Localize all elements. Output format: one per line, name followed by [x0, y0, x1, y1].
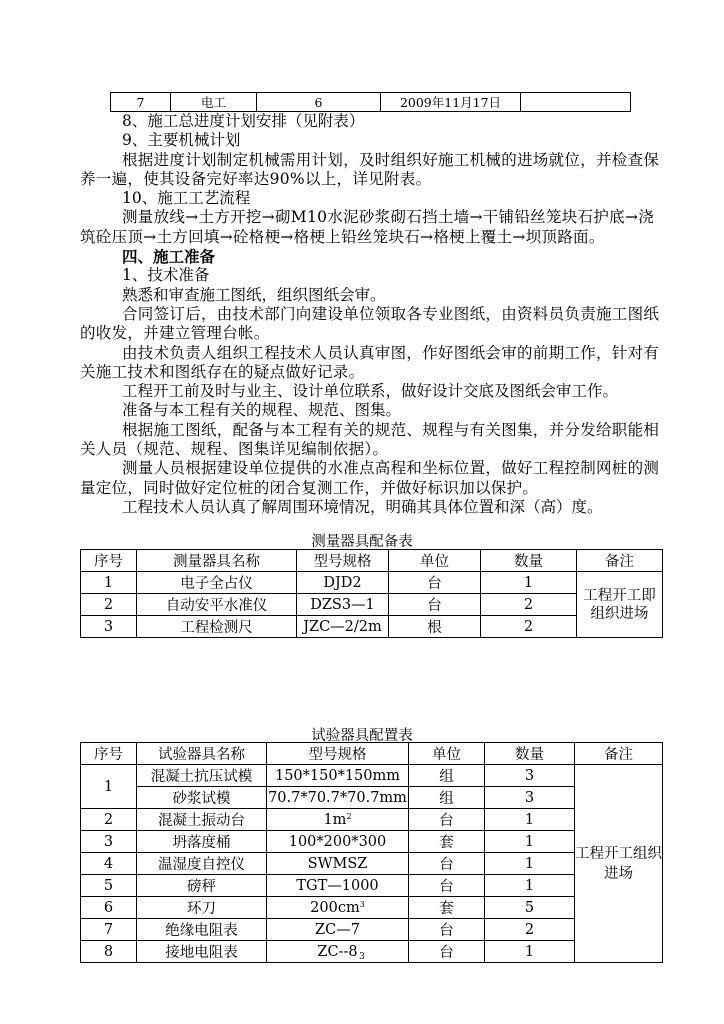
- staff-table-fragment: [110, 92, 631, 112]
- table-cell: JZC—2/2m: [297, 616, 389, 638]
- table-row: [81, 765, 663, 787]
- survey-equipment-table: [80, 549, 663, 638]
- table-cell: 8: [81, 941, 137, 963]
- table-cell: 5: [485, 897, 575, 919]
- header-cell: 测量器具名称: [137, 550, 297, 572]
- paragraph: 测量人员根据建设单位提供的水准点高程和坐标位置，做好工程控制网桩的测量定位，同时做好定位桩的闭合复测工作，并做好标识加以保护。: [80, 459, 660, 497]
- table-cell: 3: [81, 831, 137, 853]
- table-cell: ZC—7: [267, 919, 409, 941]
- unit-superscript: 3: [359, 899, 365, 909]
- paragraph: 工程开工前及时与业主、设计单位联系，做好设计交底及图纸会审工作。: [122, 382, 619, 401]
- table-row: [81, 594, 663, 616]
- table-row: [81, 616, 663, 638]
- header-cell: 数量: [481, 550, 577, 572]
- table-cell: 6: [257, 93, 381, 112]
- table-cell: 7: [81, 919, 137, 941]
- table-cell: 2009年11月17日: [381, 93, 521, 112]
- table-cell: [267, 809, 409, 831]
- table-cell: 2: [485, 919, 575, 941]
- table-cell: 台: [389, 594, 481, 616]
- table-cell: 磅秤: [137, 875, 267, 897]
- paragraph: 10、施工工艺流程: [122, 189, 251, 208]
- remark-cell: 工程开工即组织进场: [577, 572, 663, 638]
- table-header-row: [81, 550, 663, 572]
- header-cell: 试验器具名称: [137, 743, 267, 765]
- table-cell: 自动安平水准仪: [137, 594, 297, 616]
- table-cell: 3: [485, 787, 575, 809]
- unit-superscript: 2: [346, 811, 352, 821]
- header-cell: 备注: [575, 743, 663, 765]
- table-cell: 套: [409, 897, 485, 919]
- table-row: [81, 572, 663, 594]
- table-cell: 温湿度自控仪: [137, 853, 267, 875]
- table-cell: 1: [81, 572, 137, 594]
- table-cell: 根: [389, 616, 481, 638]
- test-equipment-table: [80, 742, 663, 963]
- table-cell: 7: [111, 93, 171, 112]
- table-cell: SWMSZ: [267, 853, 409, 875]
- table-cell: 套: [409, 831, 485, 853]
- table-cell: 1: [485, 875, 575, 897]
- paragraph: 根据进度计划制定机械需用计划，及时组织好施工机械的进场就位，并检查保养一遍，使其设备完好率达90%以上，详见附表。: [80, 150, 660, 188]
- table-cell: 1: [485, 809, 575, 831]
- table-cell: 台: [409, 853, 485, 875]
- table-cell: 接地电阻表: [137, 941, 267, 963]
- table-cell: 5: [81, 875, 137, 897]
- table-cell: 1: [485, 831, 575, 853]
- table-cell: 电工: [171, 93, 257, 112]
- table-cell: 1: [481, 572, 577, 594]
- header-cell: 序号: [81, 550, 137, 572]
- paragraph: 1、技术准备: [122, 266, 210, 285]
- header-cell: 序号: [81, 743, 137, 765]
- spec-text: 200cm: [310, 899, 360, 916]
- table-cell: 1: [485, 853, 575, 875]
- table-cell: 组: [409, 787, 485, 809]
- header-cell: 数量: [485, 743, 575, 765]
- table-cell: 混凝土抗压试模: [137, 765, 267, 787]
- table-cell: 台: [409, 919, 485, 941]
- table-cell: DJD2: [297, 572, 389, 594]
- table-cell: 绝缘电阻表: [137, 919, 267, 941]
- table-cell: [521, 93, 631, 112]
- section-heading: 四、施工准备: [122, 247, 216, 267]
- table-header-row: [81, 743, 663, 765]
- survey-table-caption: 测量器具配备表: [311, 534, 413, 550]
- table-cell: [267, 897, 409, 919]
- table-cell: 3: [81, 616, 137, 638]
- table-cell: 3: [485, 765, 575, 787]
- table-cell: TGT—1000: [267, 875, 409, 897]
- table-cell: ZC--8: [267, 941, 409, 963]
- paragraph: 9、主要机械计划: [122, 131, 241, 150]
- paragraph: 根据施工图纸，配备与本工程有关的规范、规程与有关图集，并分发给职能相关人员（规范、规程、图集详见编制依据）。: [80, 420, 660, 459]
- table-cell: 混凝土振动台: [137, 809, 267, 831]
- table-cell: 台: [409, 809, 485, 831]
- paragraph: 熟悉和审查施工图纸，组织图纸会审。: [122, 285, 386, 304]
- table-cell: 台: [409, 941, 485, 963]
- table-cell: 2: [481, 616, 577, 638]
- header-cell: 型号规格: [297, 550, 389, 572]
- table-cell: 6: [81, 897, 137, 919]
- table-row: [111, 93, 631, 112]
- header-cell: 单位: [409, 743, 485, 765]
- table-cell: 电子全占仪: [137, 572, 297, 594]
- table-cell: 4: [81, 853, 137, 875]
- paragraph: 工程技术人员认真了解周围环境情况，明确其具体位置和深（高）度。: [122, 497, 603, 516]
- header-cell: 型号规格: [267, 743, 409, 765]
- table-cell: 1: [485, 941, 575, 963]
- paragraph: 准备与本工程有关的规程、规范、图集。: [122, 401, 402, 420]
- table-cell: 环刀: [137, 897, 267, 919]
- table-cell: 砂浆试模: [137, 787, 267, 809]
- page-number: 3: [359, 952, 365, 962]
- table-cell: 台: [389, 572, 481, 594]
- table-cell: 2: [481, 594, 577, 616]
- header-cell: 单位: [389, 550, 481, 572]
- table-cell: 坍落度桶: [137, 831, 267, 853]
- spec-text: 1m: [323, 811, 347, 828]
- table-cell: 100*200*300: [267, 831, 409, 853]
- table-cell: 1: [81, 765, 137, 809]
- body-text: [80, 112, 660, 517]
- table-cell: 70.7*70.7*70.7mm: [267, 787, 409, 809]
- paragraph: 由技术负责人组织工程技术人员认真审图，作好图纸会审的前期工作，针对有关施工技术和图纸存在的疑点做好记录。: [80, 343, 660, 381]
- header-cell: 备注: [577, 550, 663, 572]
- paragraph: 8、施工总进度计划安排（见附表）: [122, 112, 365, 130]
- table-cell: 组: [409, 765, 485, 787]
- table-cell: 工程检测尺: [137, 616, 297, 638]
- table-cell: 2: [81, 809, 137, 831]
- table-cell: 2: [81, 594, 137, 616]
- table-cell: 150*150*150mm: [267, 765, 409, 787]
- test-table-caption: 试验器具配置表: [311, 728, 413, 744]
- remark-cell: 工程开工组织进场: [575, 765, 663, 963]
- table-cell: 台: [409, 875, 485, 897]
- paragraph: 测量放线→土方开挖→砌M10水泥砂浆砌石挡土墙→干铺铅丝笼块石护底→浇筑砼压顶→土方回填→砼格梗→格梗上铅丝笼块石→格梗上覆土→坝顶路面。: [80, 208, 655, 246]
- table-cell: DZS3—1: [297, 594, 389, 616]
- paragraph: 合同签订后，由技术部门向建设单位领取各专业图纸，由资料员负责施工图纸的收发，并建立管理台帐。: [80, 304, 660, 343]
